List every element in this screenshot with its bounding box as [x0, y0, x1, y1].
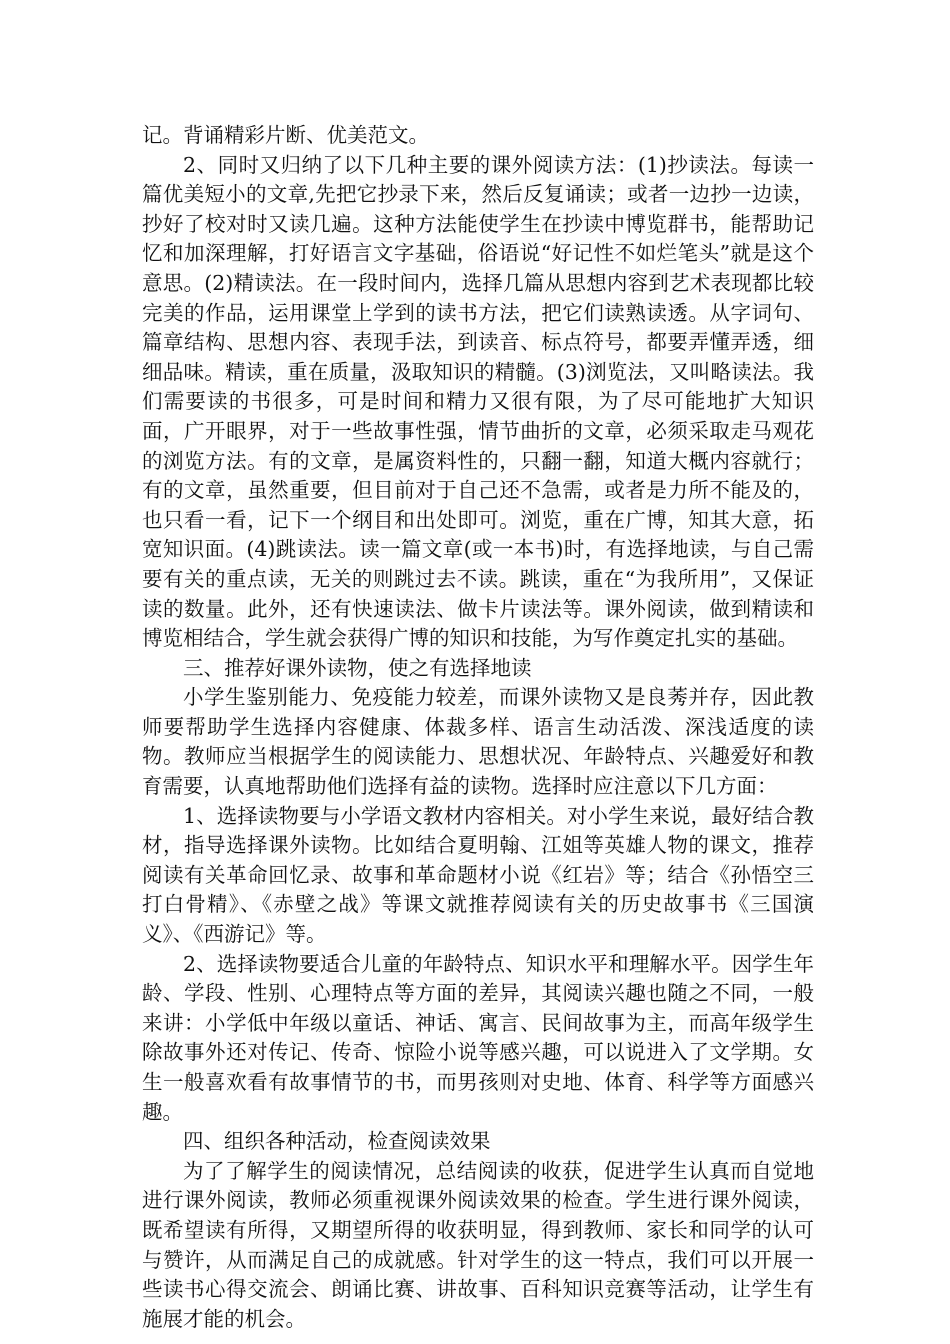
section-heading-3: 三、推荐好课外读物，使之有选择地读 [183, 655, 532, 680]
paragraph-reading-methods: 2、同时又归纳了以下几种主要的课外阅读方法：(1)抄读法。每读一篇优美短小的文章,先把它抄录下来，然后反复诵读；或者一边抄一边读，抄好了校对时又读几遍。这种方法能使学生在抄读中博览群书，能帮助记忆和加深理解，打好语言文字基础，俗语说“好记性不如烂笔头”就是这个意思。(2)精读法。在一段时间内，选择几篇从思想内容到艺术表现都比较完美的作品，运用课堂上学到的读书方法，把它们读熟读透。从字词句、篇章结构、思想内容、表现手法，到读音、标点符号，都要弄懂弄透，细细品味。精读，重在质量，汲取知识的精髓。(3)浏览法，又叫略读法。我们需要读的书很多，可是时间和精力又很有限，为了尽可能地扩大知识面，广开眼界，对于一些故事性强，情节曲折的文章，必须采取走马观花的浏览方法。有的文章，是属资料性的，只翻一翻，知道大概内容就行；有的文章，虽然重要，但目前对于自己还不急需，或者是力所不能及的，也只看一看，记下一个纲目和出处即可。浏览，重在广博，知其大意，拓宽知识面。(4)跳读法。读一篇文章(或一本书)时，有选择地读，与自己需要有关的重点读，无关的则跳过去不读。跳读，重在“为我所用”，又保证读的数量。此外，还有快速读法、做卡片读法等。课外阅读，做到精读和博览相结合，学生就会获得广博的知识和技能，为写作奠定扎实的基础。 [142, 152, 814, 651]
paragraph-activities: 为了了解学生的阅读情况，总结阅读的收获，促进学生认真而自觉地进行课外阅读，教师必须重视课外阅读效果的检查。学生进行课外阅读，既希望读有所得，又期望所得的收获明显，得到教师、家长和同学的认可与赞许，从而满足自己的成就感。针对学生的这一特点，我们可以开展一些读书心得交流会、朗诵比赛、讲故事、百科知识竞赛等活动，让学生有施展才能的机会。 [142, 1158, 814, 1331]
section-heading-4: 四、组织各种活动，检查阅读效果 [183, 1129, 491, 1154]
document-page [142, 121, 814, 1334]
paragraph-continuation: 记。背诵精彩片断、优美范文。 [142, 123, 429, 147]
paragraph-point-2: 2、选择读物要适合儿童的年龄特点、知识水平和理解水平。因学生年龄、学段、性别、心理特点等方面的差异，其阅读兴趣也随之不同，一般来讲：小学低中年级以童话、神话、寓言、民间故事为主，而高年级学生除故事外还对传记、传奇、惊险小说等感兴趣，可以说进入了文学期。女生一般喜欢看有故事情节的书，而男孩则对史地、体育、科学等方面感兴趣。 [142, 951, 814, 1124]
paragraph-point-1: 1、选择读物要与小学语文教材内容相关。对小学生来说，最好结合教材，指导选择课外读物。比如结合夏明翰、江姐等英雄人物的课文，推荐阅读有关革命回忆录、故事和革命题材小说《红岩》等；结合《孙悟空三打白骨精》、《赤壁之战》等课文就推荐阅读有关的历史故事书《三国演义》、《西游记》等。 [142, 803, 814, 947]
paragraph-reading-selection: 小学生鉴别能力、免疫能力较差，而课外读物又是良莠并存，因此教师要帮助学生选择内容健康、体裁多样、语言生动活泼、深浅适度的读物。教师应当根据学生的阅读能力、思想状况、年龄特点、兴趣爱好和教育需要，认真地帮助他们选择有益的读物。选择时应注意以下几方面： [142, 685, 814, 799]
